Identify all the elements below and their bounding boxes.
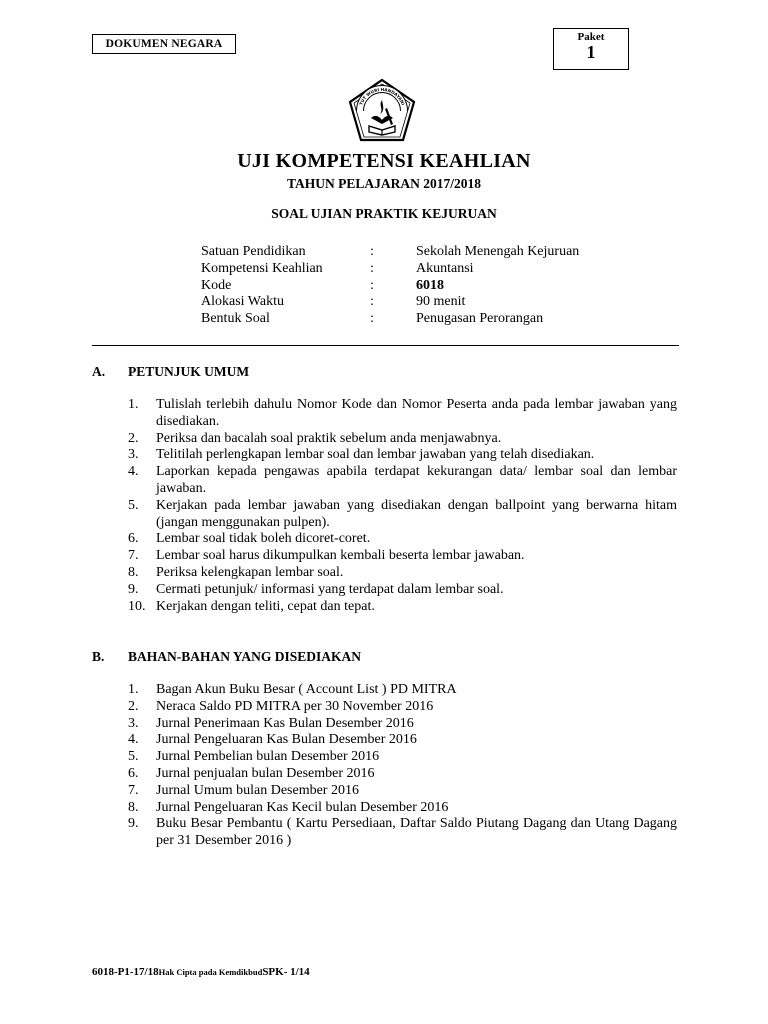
list-item <box>128 397 677 431</box>
info-row <box>201 294 621 311</box>
info-row <box>201 311 621 328</box>
list-item <box>128 464 677 498</box>
info-row <box>201 261 621 278</box>
list-item <box>128 582 677 599</box>
info-label: Satuan Pendidikan <box>201 244 306 259</box>
info-value: Penugasan Perorangan <box>416 311 544 327</box>
paket-box <box>553 28 629 70</box>
item-number: 8. <box>128 799 139 815</box>
item-number: 1. <box>128 682 139 697</box>
info-separator: : <box>370 244 374 259</box>
academic-year: TAHUN PELAJARAN 2017/2018 <box>286 176 481 191</box>
general-instructions-list <box>128 397 677 615</box>
info-separator: : <box>370 311 374 327</box>
list-item <box>128 565 677 582</box>
section-letter: A. <box>92 364 106 379</box>
item-text: Kerjakan dengan teliti, cepat dan tepat. <box>156 598 375 614</box>
exam-info-table <box>201 244 621 328</box>
list-item <box>128 599 677 616</box>
list-item <box>128 431 677 448</box>
info-row <box>201 244 621 261</box>
provided-materials-list <box>128 682 677 850</box>
item-number: 1. <box>128 397 139 412</box>
item-number: 9. <box>128 816 139 832</box>
paket-label: Paket <box>577 31 605 43</box>
footer-copyright: Hak Cipta pada Kemdikbud <box>158 967 263 977</box>
item-number: 6. <box>128 531 139 547</box>
info-label: Bentuk Soal <box>201 311 270 327</box>
list-item <box>128 816 677 850</box>
list-item <box>128 699 677 716</box>
list-item <box>128 800 677 817</box>
item-number: 4. <box>128 732 139 748</box>
list-item <box>128 531 677 548</box>
info-value: 6018 <box>416 277 444 293</box>
section-letter: B. <box>92 649 105 664</box>
exam-title: UJI KOMPETENSI KEAHLIAN <box>237 150 531 172</box>
item-text: Jurnal Pengeluaran Kas Bulan Desember 2016 <box>156 732 417 748</box>
item-number: 7. <box>128 782 139 798</box>
item-text: Lembar soal harus dikumpulkan kembali beserta lembar jawaban. <box>156 548 525 564</box>
svg-text:TUT WURI HANDAYANI: TUT WURI HANDAYANI <box>358 86 406 106</box>
info-separator: : <box>370 294 374 310</box>
item-text: Jurnal Pembelian bulan Desember 2016 <box>156 749 380 765</box>
list-item <box>128 783 677 800</box>
item-text: Jurnal Umum bulan Desember 2016 <box>156 782 359 798</box>
list-item <box>128 749 677 766</box>
item-number: 9. <box>128 581 139 597</box>
divider <box>92 345 679 346</box>
item-text: Kerjakan pada lembar jawaban yang disediakan dengan ballpoint yang berwarna hitam (jangan menggunakan pulpen). <box>156 497 677 530</box>
footer-page-number: SPK- 1/14 <box>262 966 310 978</box>
footer-code: 6018-P1-17/18 <box>92 966 159 978</box>
item-text: Neraca Saldo PD MITRA per 30 November 2016 <box>156 698 434 714</box>
paket-number: 1 <box>586 42 596 62</box>
list-item <box>128 548 677 565</box>
item-text: Lembar soal tidak boleh dicoret-coret. <box>156 531 371 547</box>
item-number: 3. <box>128 447 139 463</box>
item-text: Periksa dan bacalah soal praktik sebelum anda menjawabnya. <box>156 430 502 446</box>
item-text: Jurnal Pengeluaran Kas Kecil bulan Desember 2016 <box>156 799 449 815</box>
item-number: 8. <box>128 564 139 580</box>
item-text: Periksa kelengkapan lembar soal. <box>156 564 344 580</box>
info-label: Kompetensi Keahlian <box>201 260 323 276</box>
list-item <box>128 447 677 464</box>
item-text: Bagan Akun Buku Besar ( Account List ) PD MITRA <box>156 682 457 697</box>
document-classification-label: DOKUMEN NEGARA <box>92 34 236 54</box>
section-title: BAHAN-BAHAN YANG DISEDIAKAN <box>128 649 362 664</box>
info-label: Alokasi Waktu <box>201 294 284 310</box>
item-number: 6. <box>128 765 139 781</box>
item-text: Laporkan kepada pengawas apabila terdapat kekurangan data/ lembar soal dan lembar jawaban. <box>156 464 677 496</box>
item-text: Jurnal Penerimaan Kas Bulan Desember 2016 <box>156 715 414 731</box>
info-value: 90 menit <box>416 294 466 310</box>
item-number: 7. <box>128 548 139 564</box>
list-item <box>128 766 677 783</box>
info-separator: : <box>370 260 374 276</box>
list-item <box>128 498 677 532</box>
item-text: Tulislah terlebih dahulu Nomor Kode dan Nomor Peserta anda pada lembar jawaban yang disediakan. <box>156 397 677 429</box>
item-number: 5. <box>128 749 139 765</box>
info-value: Sekolah Menengah Kejuruan <box>416 244 580 259</box>
item-number: 2. <box>128 430 139 446</box>
info-separator: : <box>370 277 374 293</box>
item-number: 5. <box>128 497 139 513</box>
item-text: Buku Besar Pembantu ( Kartu Persediaan, Daftar Saldo Piutang Dagang dan Utang Dagang per 31 Desember 2016 ) <box>156 816 677 849</box>
tut-wuri-handayani-logo-icon <box>347 78 417 144</box>
list-item <box>128 682 677 699</box>
item-text: Jurnal penjualan bulan Desember 2016 <box>156 765 375 781</box>
item-text: Cermati petunjuk/ informasi yang terdapat dalam lembar soal. <box>156 581 504 597</box>
item-number: 4. <box>128 464 139 480</box>
item-text: Telitilah perlengkapan lembar soal dan lembar jawaban yang telah disediakan. <box>156 447 595 463</box>
exam-subtitle: SOAL UJIAN PRAKTIK KEJURUAN <box>271 206 497 221</box>
list-item <box>128 732 677 749</box>
info-row <box>201 278 621 295</box>
section-title: PETUNJUK UMUM <box>128 364 250 379</box>
item-number: 3. <box>128 715 139 731</box>
page-footer <box>92 966 310 978</box>
item-number: 2. <box>128 698 139 714</box>
info-label: Kode <box>201 277 232 293</box>
list-item <box>128 716 677 733</box>
info-value: Akuntansi <box>416 260 474 276</box>
item-number: 10. <box>128 598 146 614</box>
